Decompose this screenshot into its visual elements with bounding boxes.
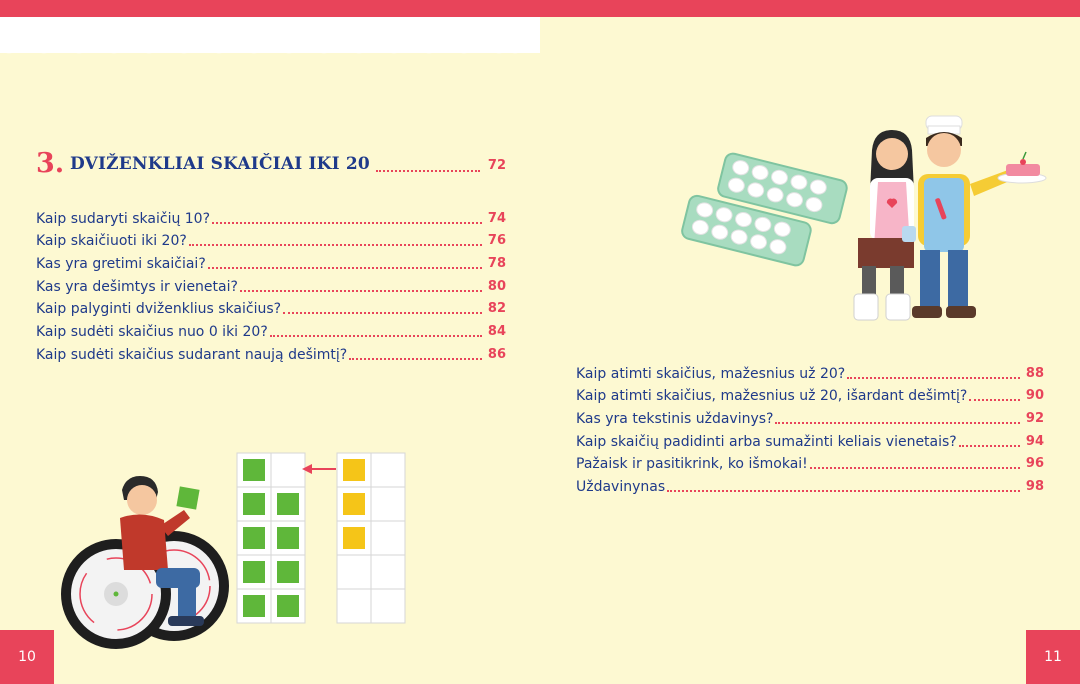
toc-entry-page: 92	[1025, 411, 1044, 427]
dot-leader	[270, 335, 482, 337]
dot-leader	[667, 490, 1020, 492]
toc-entry-title: Uždavinynas	[576, 479, 666, 496]
torn-paper-edge	[0, 44, 540, 58]
left-toc-list	[36, 205, 506, 364]
dot-leader	[969, 399, 1020, 401]
dot-leader	[775, 422, 1019, 424]
dot-leader	[189, 244, 482, 246]
toc-entry-page: 78	[487, 256, 506, 272]
chapter-title: DVIŽENKLIAI SKAIČIAI IKI 20	[70, 154, 370, 174]
right-toc-list	[576, 360, 1044, 496]
toc-entry-page: 98	[1025, 479, 1044, 495]
boy-in-wheelchair-illustration	[60, 470, 235, 650]
chapter-heading[interactable]	[36, 148, 506, 182]
toc-entry[interactable]	[36, 228, 506, 251]
toc-entry[interactable]	[576, 405, 1044, 428]
toc-entry[interactable]	[36, 296, 506, 319]
toc-entry-page: 90	[1025, 388, 1044, 404]
toc-entry-title: Kas yra gretimi skaičiai?	[36, 256, 206, 273]
dot-leader	[208, 267, 482, 269]
dot-leader	[283, 312, 482, 314]
toc-entry-title: Kaip palyginti dviženklius skaičius?	[36, 301, 282, 318]
toc-entry[interactable]	[36, 318, 506, 341]
toc-entry-page: 74	[487, 210, 506, 226]
toc-entry-page: 76	[487, 233, 506, 249]
page-number-right: 11	[1026, 630, 1080, 684]
toc-entry-title: Kaip skaičiuoti iki 20?	[36, 233, 187, 250]
top-bar	[0, 0, 1080, 17]
toc-entry[interactable]	[576, 360, 1044, 383]
egg-cartons-illustration	[664, 150, 854, 275]
toc-entry[interactable]	[576, 473, 1044, 496]
toc-entry[interactable]	[576, 383, 1044, 406]
toc-entry-title: Kaip sudėti skaičius nuo 0 iki 20?	[36, 324, 268, 341]
toc-entry-title: Kaip sudėti skaičius sudarant naują dešimtį?	[36, 346, 348, 363]
dot-leader	[959, 445, 1020, 447]
toc-entry-page: 80	[487, 278, 506, 294]
toc-entry[interactable]	[36, 205, 506, 228]
dot-leader	[847, 377, 1020, 379]
toc-entry-page: 86	[487, 346, 506, 362]
toc-entry[interactable]	[36, 273, 506, 296]
children-cooks-illustration	[840, 112, 1050, 327]
toc-entry-page: 94	[1025, 433, 1044, 449]
page-number-left: 10	[0, 630, 54, 684]
dot-leader	[240, 290, 482, 292]
toc-entry-title: Kaip skaičių padidinti arba sumažinti keliais vienetais?	[576, 433, 957, 450]
toc-entry[interactable]	[576, 428, 1044, 451]
toc-entry-page: 82	[487, 301, 506, 317]
dot-leader	[349, 358, 482, 360]
toc-entry-page: 84	[487, 324, 506, 340]
toc-entry[interactable]	[36, 341, 506, 364]
toc-entry-title: Kas yra tekstinis uždavinys?	[576, 411, 774, 428]
dot-leader	[376, 170, 480, 172]
toc-entry-page: 88	[1025, 365, 1044, 381]
toc-entry-title: Kaip sudaryti skaičių 10?	[36, 210, 211, 227]
toc-entry-title: Pažaisk ir pasitikrink, ko išmokai!	[576, 456, 808, 473]
toc-entry-page: 96	[1025, 456, 1044, 472]
toc-entry[interactable]	[576, 451, 1044, 474]
toc-entry-title: Kaip atimti skaičius, mažesnius už 20?	[576, 365, 846, 382]
toc-entry[interactable]	[36, 250, 506, 273]
toc-entry-title: Kaip atimti skaičius, mažesnius už 20, išardant dešimtį?	[576, 388, 968, 405]
toc-entry-title: Kas yra dešimtys ir vienetai?	[36, 278, 238, 295]
ten-frames-illustration	[236, 452, 408, 624]
chapter-number: 3.	[36, 148, 65, 179]
dot-leader	[212, 222, 482, 224]
chapter-page-number: 72	[487, 158, 506, 173]
dot-leader	[810, 467, 1020, 469]
